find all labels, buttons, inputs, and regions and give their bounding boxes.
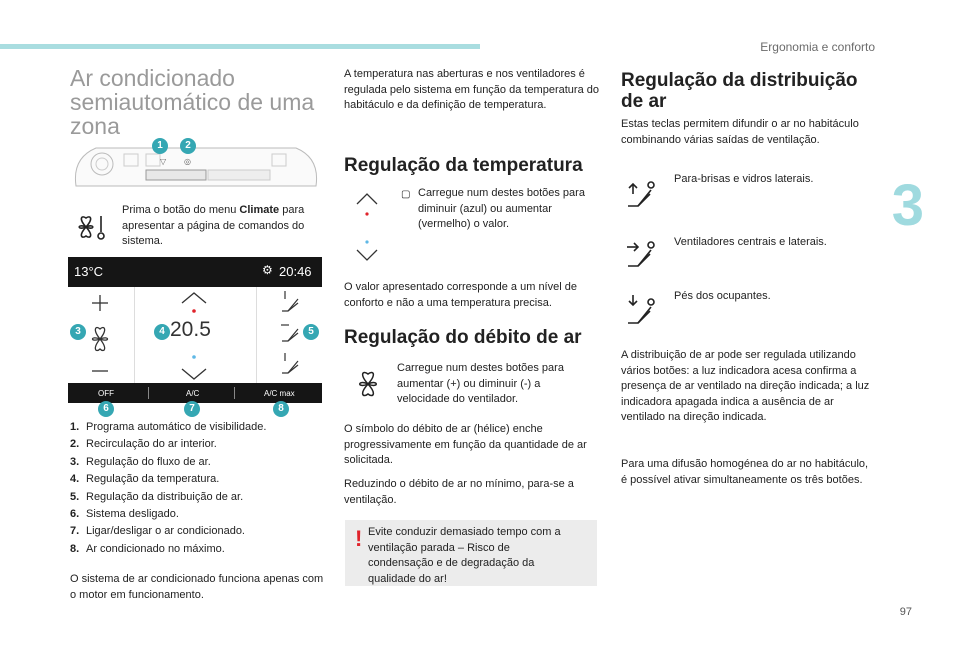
climate-menu-icon — [74, 212, 108, 242]
callout-badge-7: 7 — [184, 401, 200, 417]
fan-speed-controls — [88, 293, 112, 375]
off-button: OFF — [98, 389, 114, 398]
callout-badge-1: 1 — [152, 138, 168, 154]
set-temperature-value: 20.5 — [170, 318, 211, 341]
distribution-buttons — [278, 289, 304, 377]
temperature-up-down-icon — [352, 192, 382, 266]
climate-menu-text: Prima o botão do menu Climate para apresentar a página de comandos do sistema. — [122, 204, 305, 247]
callout-badge-5: 5 — [303, 324, 319, 340]
list-item: 6. Sistema desligado. — [70, 508, 179, 521]
distribution-indicator-note: A distribuição de ar pode ser regulada utilizando vários botões: a luz indicadora acesa confirma a presença de ar ventilado na direção indicada; a luz indicadora apagada indica a ausência de ar ventilado na direção indicada. — [621, 349, 870, 423]
callout-badge-4: 4 — [154, 324, 170, 340]
touchscreen-climate-page — [68, 257, 322, 403]
warning-icon: ! — [355, 526, 363, 551]
svg-text:◎: ◎ — [184, 157, 191, 166]
clock-time: 20:46 — [279, 264, 312, 279]
bullet-icon: ▢ — [401, 189, 411, 200]
distribution-heading: Regulação da distribuição de ar — [621, 70, 858, 112]
warning-text: Evite conduzir demasiado tempo com a ventilação parada – Risco de condensação e de degradação da qualidade do ar! — [368, 526, 561, 585]
header-accent-bar — [0, 44, 480, 49]
list-item: 3. Regulação do fluxo de ar. — [70, 455, 211, 468]
windshield-label: Para-brisas e vidros laterais. — [674, 173, 814, 185]
callout-badge-3: 3 — [70, 324, 86, 340]
list-item: 2. Recirculação do ar interior. — [70, 438, 217, 451]
airflow-note-propeller: O símbolo do débito de ar (hélice) enche progressivamente em função da quantidade de ar solicitada. — [344, 423, 587, 466]
page-number: 97 — [899, 606, 912, 618]
section-title: Ergonomia e conforto — [760, 40, 875, 54]
fan-icon — [355, 368, 381, 400]
temperature-intro: A temperatura nas aberturas e nos ventiladores é regulada pelo sistema em função da temperatura do habitáculo e da definição de temperatura. — [344, 68, 599, 111]
list-item: 4. Regulação da temperatura. — [70, 473, 220, 486]
windshield-airflow-icon — [625, 180, 659, 210]
callout-badge-6: 6 — [98, 401, 114, 417]
list-item: 5. Regulação da distribuição de ar. — [70, 490, 244, 503]
airflow-heading: Regulação do débito de ar — [344, 327, 582, 348]
dashboard-controls-illustration — [68, 138, 324, 194]
temperature-heading: Regulação da temperatura — [344, 155, 583, 176]
ac-max-button: A/C max — [264, 389, 295, 398]
engine-note: O sistema de ar condicionado funciona apenas com o motor em funcionamento. — [70, 573, 324, 601]
climate-button-label: Climate — [239, 204, 280, 216]
legend-list — [70, 419, 330, 558]
callout-badge-8: 8 — [273, 401, 289, 417]
temperature-note: O valor apresentado corresponde a um nível de conforto e não a uma temperatura precisa. — [344, 281, 577, 309]
settings-gear-icon: ⚙ — [262, 263, 273, 277]
feet-airflow-icon — [625, 293, 659, 327]
callout-badge-2: 2 — [180, 138, 196, 154]
page-title-line2: semiautomático de uma zona — [70, 89, 315, 139]
outside-temperature: 13°C — [74, 264, 104, 279]
center-vents-label: Ventiladores centrais e laterais. — [674, 236, 827, 248]
page-title — [70, 66, 330, 138]
distribution-intro: Estas teclas permitem difundir o ar no habitáculo combinando várias saídas de ventilação. — [621, 118, 859, 146]
ac-button: A/C — [186, 389, 200, 398]
temperature-instructions: Carregue num destes botões para diminuir (azul) ou aumentar (vermelho) o valor. — [418, 187, 585, 230]
list-item: 8. Ar condicionado no máximo. — [70, 542, 225, 555]
list-item: 7. Ligar/desligar o ar condicionado. — [70, 525, 245, 538]
warning-box — [345, 520, 597, 586]
distribution-tip: Para uma difusão homogénea do ar no habitáculo, é possível ativar simultaneamente os três botões. — [621, 458, 869, 486]
feet-label: Pés dos ocupantes. — [674, 290, 771, 302]
airflow-note-minimum: Reduzindo o débito de ar no mínimo, para-se a ventilação. — [344, 478, 574, 506]
center-vents-airflow-icon — [625, 240, 659, 270]
airflow-instructions: Carregue num destes botões para aumentar (+) ou diminuir (-) a velocidade do ventilador. — [397, 362, 564, 405]
chapter-number: 3 — [891, 173, 924, 238]
list-item: 1. Programa automático de visibilidade. — [70, 421, 267, 433]
svg-text:▽: ▽ — [160, 157, 167, 166]
page-title-line1: Ar condicionado — [70, 65, 235, 91]
